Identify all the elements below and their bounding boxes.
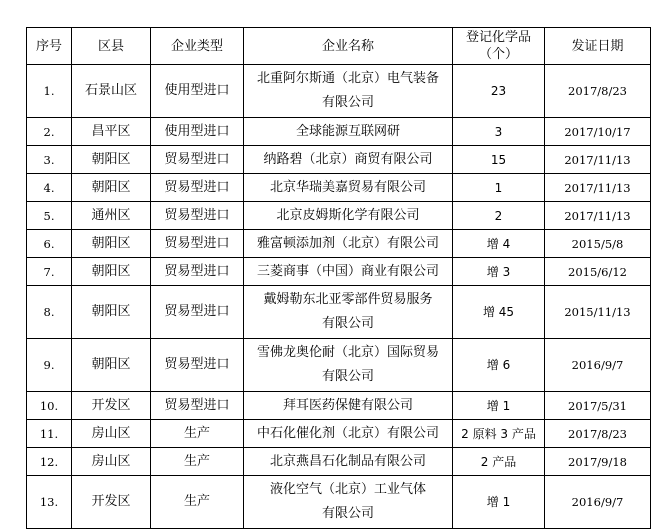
row-enterprise-name [244, 202, 453, 230]
row-enterprise-name [244, 118, 453, 146]
header-chemical-count-line2: （个） [478, 47, 518, 62]
row-issue-date: 2015/6/12 [545, 258, 651, 286]
table-row [27, 118, 651, 146]
row-district: 通州区 [72, 202, 151, 230]
row-chemical-count: 增 6 [453, 339, 545, 392]
row-district: 朝阳区 [72, 174, 151, 202]
row-enterprise-type: 贸易型进口 [151, 202, 244, 230]
row-enterprise-name-line1: 北京燕昌石化制品有限公司 [269, 453, 426, 469]
row-district: 朝阳区 [72, 286, 151, 339]
header-district: 区县 [72, 28, 151, 65]
row-seq: 5. [27, 202, 72, 230]
row-issue-date: 2017/8/23 [545, 65, 651, 118]
row-enterprise-name [244, 258, 453, 286]
header-enterprise-name: 企业名称 [244, 28, 453, 65]
row-issue-date: 2017/10/17 [545, 118, 651, 146]
row-issue-date: 2017/9/18 [545, 448, 651, 476]
row-seq: 4. [27, 174, 72, 202]
row-enterprise-name [244, 448, 453, 476]
row-issue-date: 2016/9/7 [545, 339, 651, 392]
row-district: 房山区 [72, 448, 151, 476]
row-enterprise-name-line2: 有限公司 [321, 316, 374, 331]
row-district: 开发区 [72, 476, 151, 529]
table-row [27, 286, 651, 339]
row-enterprise-type: 生产 [151, 420, 244, 448]
row-chemical-count: 15 [453, 146, 545, 174]
row-chemical-count: 增 45 [453, 286, 545, 339]
row-enterprise-name-line1: 纳路碧（北京）商贸有限公司 [263, 151, 433, 167]
row-issue-date: 2015/5/8 [545, 230, 651, 258]
row-enterprise-name-line1: 北京华瑞美嘉贸易有限公司 [269, 179, 426, 195]
table-row [27, 230, 651, 258]
row-issue-date: 2017/8/23 [545, 420, 651, 448]
row-enterprise-type: 贸易型进口 [151, 286, 244, 339]
row-chemical-count: 增 1 [453, 392, 545, 420]
row-chemical-count: 1 [453, 174, 545, 202]
row-district: 朝阳区 [72, 339, 151, 392]
row-chemical-count: 2 产品 [453, 448, 545, 476]
row-enterprise-name-line2: 有限公司 [321, 95, 374, 110]
table-row [27, 202, 651, 230]
table-row [27, 420, 651, 448]
row-chemical-count: 增 3 [453, 258, 545, 286]
table-header-row [27, 28, 651, 65]
table-row [27, 448, 651, 476]
row-seq: 12. [27, 448, 72, 476]
row-seq: 10. [27, 392, 72, 420]
row-enterprise-name-line1: 雅富顿添加剂（北京）有限公司 [256, 235, 439, 251]
row-enterprise-name [244, 420, 453, 448]
table-row [27, 146, 651, 174]
row-seq: 2. [27, 118, 72, 146]
row-chemical-count: 增 1 [453, 476, 545, 529]
table-row [27, 339, 651, 392]
row-chemical-count: 2 原料 3 产品 [453, 420, 545, 448]
row-issue-date: 2017/5/31 [545, 392, 651, 420]
row-chemical-count: 增 4 [453, 230, 545, 258]
row-enterprise-name-line1: 雪佛龙奥伦耐（北京）国际贸易 [256, 345, 439, 360]
row-enterprise-name-line1: 全球能源互联网研 [295, 123, 400, 139]
row-issue-date: 2015/11/13 [545, 286, 651, 339]
row-seq: 6. [27, 230, 72, 258]
row-enterprise-name-line1: 三菱商事（中国）商业有限公司 [256, 263, 439, 279]
row-seq: 11. [27, 420, 72, 448]
table-row [27, 476, 651, 529]
row-chemical-count: 2 [453, 202, 545, 230]
row-district: 房山区 [72, 420, 151, 448]
header-chemical-count [453, 28, 545, 65]
row-enterprise-type: 贸易型进口 [151, 230, 244, 258]
row-enterprise-name-line1: 中石化催化剂（北京）有限公司 [256, 425, 439, 441]
row-enterprise-name-line1: 北重阿尔斯通（北京）电气装备 [256, 71, 439, 86]
row-enterprise-type: 贸易型进口 [151, 258, 244, 286]
row-enterprise-name [244, 476, 453, 529]
row-issue-date: 2016/9/7 [545, 476, 651, 529]
table-row [27, 392, 651, 420]
row-seq: 3. [27, 146, 72, 174]
row-enterprise-name-line1: 拜耳医药保健有限公司 [282, 397, 413, 413]
table-row [27, 258, 651, 286]
row-enterprise-type: 贸易型进口 [151, 339, 244, 392]
row-enterprise-name-line2: 有限公司 [321, 369, 374, 384]
header-seq: 序号 [27, 28, 72, 65]
row-district: 昌平区 [72, 118, 151, 146]
row-enterprise-name [244, 286, 453, 339]
row-enterprise-name [244, 339, 453, 392]
row-district: 开发区 [72, 392, 151, 420]
table-body [27, 65, 651, 529]
row-enterprise-type: 使用型进口 [151, 118, 244, 146]
row-district: 朝阳区 [72, 230, 151, 258]
row-district: 朝阳区 [72, 146, 151, 174]
row-chemical-count: 23 [453, 65, 545, 118]
row-district: 朝阳区 [72, 258, 151, 286]
row-seq: 7. [27, 258, 72, 286]
table-row [27, 65, 651, 118]
row-issue-date: 2017/11/13 [545, 174, 651, 202]
row-seq: 1. [27, 65, 72, 118]
row-issue-date: 2017/11/13 [545, 202, 651, 230]
header-chemical-count-line1: 登记化学品 [465, 30, 531, 45]
row-enterprise-type: 生产 [151, 476, 244, 529]
row-enterprise-type: 贸易型进口 [151, 146, 244, 174]
header-enterprise-type: 企业类型 [151, 28, 244, 65]
row-seq: 8. [27, 286, 72, 339]
row-seq: 13. [27, 476, 72, 529]
header-issue-date: 发证日期 [545, 28, 651, 65]
table-row [27, 174, 651, 202]
row-enterprise-name [244, 174, 453, 202]
row-chemical-count: 3 [453, 118, 545, 146]
row-enterprise-type: 生产 [151, 448, 244, 476]
row-issue-date: 2017/11/13 [545, 146, 651, 174]
row-enterprise-type: 贸易型进口 [151, 392, 244, 420]
row-enterprise-name [244, 146, 453, 174]
row-enterprise-name-line1: 北京皮姆斯化学有限公司 [276, 207, 420, 223]
row-enterprise-name-line1: 液化空气（北京）工业气体 [269, 482, 426, 497]
row-enterprise-name-line1: 戴姆勒东北亚零部件贸易服务 [263, 292, 433, 307]
row-enterprise-name [244, 230, 453, 258]
row-district: 石景山区 [72, 65, 151, 118]
chemical-registration-table [26, 27, 651, 529]
row-enterprise-name [244, 65, 453, 118]
row-enterprise-name [244, 392, 453, 420]
row-enterprise-name-line2: 有限公司 [321, 506, 374, 521]
row-enterprise-type: 使用型进口 [151, 65, 244, 118]
row-seq: 9. [27, 339, 72, 392]
row-enterprise-type: 贸易型进口 [151, 174, 244, 202]
